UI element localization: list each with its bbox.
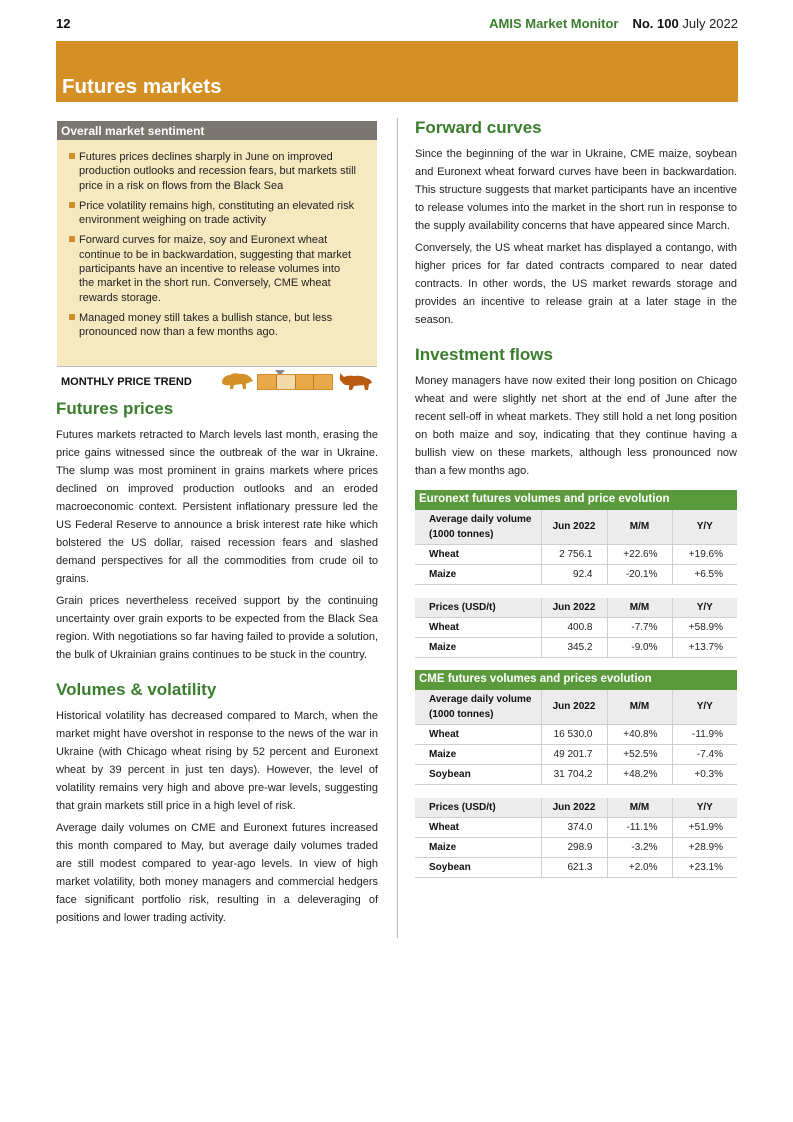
publication-info (489, 16, 738, 31)
trend-segment (314, 375, 332, 389)
table-cell: 374.0 (541, 818, 607, 838)
table-row (415, 564, 737, 584)
paragraph: Conversely, the US wheat market has displayed a contango, with higher prices for far dated contracts compared to near dated contracts. In other words, the US market rewards storage and provides an incentive to release grain at a later stage in the season. (415, 242, 737, 326)
bull-icon (336, 369, 374, 393)
table-row (415, 744, 737, 764)
sentiment-list (57, 140, 377, 340)
table-cell: 400.8 (541, 618, 607, 638)
table-cell: Maize (415, 838, 541, 858)
column-header: Y/Y (672, 690, 737, 724)
table-cell: 92.4 (541, 564, 607, 584)
table-cell: +40.8% (607, 724, 672, 744)
table-row (415, 764, 737, 784)
table-cell: -3.2% (607, 838, 672, 858)
column-header: Y/Y (672, 510, 737, 544)
euronext-volume-table (415, 510, 737, 585)
right-column (415, 118, 737, 878)
column-header: Jun 2022 (541, 598, 607, 618)
table-cell: +23.1% (672, 858, 737, 878)
issue-date: July 2022 (682, 16, 738, 31)
bullet-square-icon (69, 153, 75, 159)
table-cell: +19.6% (672, 544, 737, 564)
column-header: Y/Y (672, 598, 737, 618)
table-cell: 2 756.1 (541, 544, 607, 564)
sentiment-item-text: Price volatility remains high, constituting an elevated risk environment weighing on trade activity (79, 199, 355, 227)
table-cell: +6.5% (672, 564, 737, 584)
table-cell: Maize (415, 638, 541, 658)
table-cell: +28.9% (672, 838, 737, 858)
euronext-price-table (415, 598, 737, 659)
sentiment-item-text: Forward curves for maize, soy and Euronext wheat continue to be in backwardation, suggesting that market participants have an incentive to release volumes into the market in the short run. Conversely, CME wheat rewards storage. (79, 234, 352, 304)
column-header: M/M (607, 598, 672, 618)
table-cell: Wheat (415, 818, 541, 838)
sentiment-item (69, 199, 357, 228)
trend-segment (258, 375, 277, 389)
table-row (415, 838, 737, 858)
section-banner (56, 41, 738, 102)
table-cell: 49 201.7 (541, 744, 607, 764)
table-cell: +52.5% (607, 744, 672, 764)
table-cell: +0.3% (672, 764, 737, 784)
section-title: Futures markets (62, 75, 222, 98)
table-cell: -20.1% (607, 564, 672, 584)
column-header: M/M (607, 798, 672, 818)
column-header: Jun 2022 (541, 690, 607, 724)
price-trend-label: MONTHLY PRICE TREND (61, 376, 192, 388)
cme-table-title: CME futures volumes and prices evolution (415, 670, 737, 690)
table-cell: 31 704.2 (541, 764, 607, 784)
column-header: Prices (USD/t) (415, 598, 541, 618)
issue-number: No. 100 (632, 16, 679, 31)
column-header: M/M (607, 690, 672, 724)
table-cell: Soybean (415, 764, 541, 784)
table-cell: Wheat (415, 618, 541, 638)
table-header-row (415, 510, 737, 544)
paragraph: Average daily volumes on CME and Euronext futures increased this month compared to May, but average daily volumes traded are still modest compared to year-ago levels. In view of high market volatility, both money managers and commercial hedgers face significant portfolio risk, resulting in a deleveraging of positions and lower trading activity. (56, 822, 378, 924)
table-cell: +48.2% (607, 764, 672, 784)
table-header-row (415, 798, 737, 818)
table-row (415, 618, 737, 638)
sentiment-title: Overall market sentiment (57, 121, 377, 140)
column-divider (397, 118, 398, 938)
table-cell: 298.9 (541, 838, 607, 858)
table-cell: +58.9% (672, 618, 737, 638)
forward-curves-heading: Forward curves (415, 118, 542, 137)
page-header (56, 16, 738, 36)
column-header: M/M (607, 510, 672, 544)
investment-flows-heading: Investment flows (415, 345, 553, 364)
trend-segment (296, 375, 315, 389)
sentiment-item (69, 311, 357, 340)
sentiment-item-text: Futures prices declines sharply in June on improved production outlooks and recession fears, but markets still price in a risk on flows from the Black Sea (79, 151, 356, 192)
table-cell: Wheat (415, 544, 541, 564)
table-row (415, 544, 737, 564)
table-cell: Maize (415, 564, 541, 584)
sentiment-item (69, 150, 357, 193)
column-header: Prices (USD/t) (415, 798, 541, 818)
market-sentiment-box (57, 121, 377, 367)
column-header: Average daily volume (1000 tonnes) (415, 510, 541, 544)
page-number: 12 (56, 16, 71, 31)
table-cell: -11.9% (672, 724, 737, 744)
table-cell: -7.4% (672, 744, 737, 764)
paragraph: Since the beginning of the war in Ukraine, CME maize, soybean and Euronext wheat forward curves have been in backwardation. This structure suggests that market participants have an incentive to release volumes into the market in the short run in response to the supply availability concerns that have appeared since March. (415, 148, 737, 232)
table-row (415, 724, 737, 744)
table-row (415, 638, 737, 658)
price-trend-scale (257, 374, 333, 390)
table-cell: -9.0% (607, 638, 672, 658)
bullet-square-icon (69, 236, 75, 242)
table-cell: 621.3 (541, 858, 607, 878)
table-cell: +13.7% (672, 638, 737, 658)
cme-volume-table (415, 690, 737, 785)
table-header-row (415, 690, 737, 724)
table-cell: -11.1% (607, 818, 672, 838)
table-cell: Maize (415, 744, 541, 764)
table-cell: Wheat (415, 724, 541, 744)
bullet-square-icon (69, 202, 75, 208)
table-row (415, 858, 737, 878)
bear-icon (220, 371, 254, 391)
euronext-table-title: Euronext futures volumes and price evolution (415, 490, 737, 510)
table-cell: +22.6% (607, 544, 672, 564)
left-column (56, 399, 378, 931)
sentiment-item (69, 233, 357, 304)
table-row (415, 818, 737, 838)
bullet-square-icon (69, 314, 75, 320)
sentiment-item-text: Managed money still takes a bullish stance, but less pronounced now than a few months ago. (79, 311, 333, 339)
brand-name: AMIS Market Monitor (489, 16, 619, 31)
table-cell: +2.0% (607, 858, 672, 878)
table-header-row (415, 598, 737, 618)
table-cell: Soybean (415, 858, 541, 878)
table-cell: 16 530.0 (541, 724, 607, 744)
table-cell: -7.7% (607, 618, 672, 638)
column-header: Jun 2022 (541, 510, 607, 544)
column-header: Y/Y (672, 798, 737, 818)
volumes-volatility-heading: Volumes & volatility (56, 680, 217, 699)
paragraph: Grain prices nevertheless received support by the continuing uncertainty over grain exports to be expected from the Black Sea region. With negotiations so far having failed to provide a solution, the bulk of Ukrainian grains continues to be stuck in the country. (56, 595, 378, 661)
paragraph: Money managers have now exited their long position on Chicago wheat and were slightly net short at the end of June after the recent sell-off in wheat markets. They still hold a net long position on both maize and soy, indicating that they continue having a bullish view on these markets, although less pronounced now than a few months ago. (415, 375, 737, 477)
paragraph: Futures markets retracted to March levels last month, erasing the price gains witnessed since the outbreak of the war in Ukraine. The slump was most prominent in grains markets where prices declined on improved production outlooks and an eroded macroeconomic context. Persistent inflationary pressure led the US Federal Reserve to announce a brisk interest rate hike which bolstered the US dollar, raised recession fears and slashed demand perspectives for all the commodities from crude oil to grains. (56, 429, 378, 585)
table-cell: +51.9% (672, 818, 737, 838)
trend-segment (277, 375, 296, 389)
table-cell: 345.2 (541, 638, 607, 658)
cme-price-table (415, 798, 737, 879)
column-header: Jun 2022 (541, 798, 607, 818)
futures-prices-heading: Futures prices (56, 399, 174, 418)
column-header: Average daily volume (1000 tonnes) (415, 690, 541, 724)
paragraph: Historical volatility has decreased compared to March, when the market might have overshot in response to the news of the war in Ukraine (with Chicago wheat rising by 52 percent and Euronext wheat by 39 percent in just ten days). However, the level of volatility remains very high and above pre-war levels, suggesting that grain markets still price in a high level of risk. (56, 710, 378, 812)
